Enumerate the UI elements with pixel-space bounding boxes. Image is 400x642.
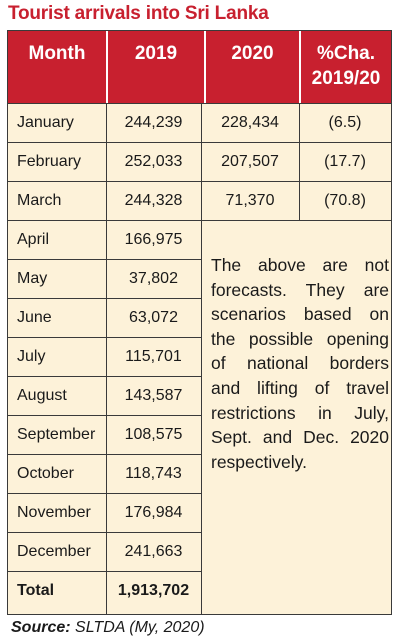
value-2019-cell: 244,239 xyxy=(124,114,183,131)
month-cell: December xyxy=(17,543,91,560)
value-2019-cell: 166,975 xyxy=(124,231,183,248)
value-2019-cell: 115,701 xyxy=(125,348,182,365)
header-2019: 2019 xyxy=(134,43,178,64)
month-cell: May xyxy=(17,270,48,287)
value-2019-cell: 63,072 xyxy=(129,309,178,326)
table-row xyxy=(8,181,391,220)
table-row xyxy=(8,259,201,298)
header-month: Month xyxy=(28,43,86,64)
month-cell: September xyxy=(17,426,96,443)
table-header xyxy=(8,31,391,103)
month-cell: April xyxy=(17,231,50,248)
value-2019-cell: 37,802 xyxy=(129,270,178,287)
table-row xyxy=(8,337,201,376)
month-cell: June xyxy=(17,309,52,326)
arrivals-table xyxy=(7,30,392,615)
table-row xyxy=(8,220,201,259)
value-2019-cell: 118,743 xyxy=(125,465,182,482)
value-2019-cell: 1,913,702 xyxy=(117,582,190,599)
table-row xyxy=(8,298,201,337)
value-2019-cell: 176,984 xyxy=(124,504,183,521)
table-row xyxy=(8,493,201,532)
table-row xyxy=(8,376,201,415)
change-cell: (17.7) xyxy=(324,153,366,170)
change-cell: (70.8) xyxy=(324,192,366,209)
month-cell: Total xyxy=(17,582,55,599)
month-cell: November xyxy=(17,504,91,521)
header-change xyxy=(301,31,391,103)
month-cell: March xyxy=(17,192,62,209)
value-2019-cell: 244,328 xyxy=(124,192,183,209)
month-cell: July xyxy=(17,348,46,365)
table-row xyxy=(8,571,201,610)
value-2020-cell: 228,434 xyxy=(221,114,279,131)
table-row xyxy=(8,103,391,142)
month-cell: January xyxy=(17,114,74,131)
source-text: SLTDA (My, 2020) xyxy=(75,619,205,636)
month-cell: October xyxy=(17,465,74,482)
change-cell: (6.5) xyxy=(328,114,362,131)
grid-line xyxy=(201,220,391,221)
value-2020-cell: 71,370 xyxy=(225,192,275,209)
month-cell: August xyxy=(17,387,67,404)
scenario-note: The above are not forecasts. They are scenarios based on the possible opening of national borders and lifting of travel restrictions in July, Sept. and Dec. 2020 respectively. xyxy=(211,255,389,472)
header-change-line1: %Cha. xyxy=(316,43,376,64)
value-2019-cell: 241,663 xyxy=(124,543,183,560)
table-row xyxy=(8,532,201,571)
table-row xyxy=(8,142,391,181)
table-title: Tourist arrivals into Sri Lanka xyxy=(8,3,269,24)
table-row xyxy=(8,415,201,454)
source-label: Source: xyxy=(11,619,71,636)
value-2019-cell: 143,587 xyxy=(124,387,183,404)
table-row xyxy=(8,454,201,493)
month-cell: February xyxy=(17,153,82,170)
value-2019-cell: 108,575 xyxy=(124,426,183,443)
value-2019-cell: 252,033 xyxy=(124,153,183,170)
source-caption xyxy=(11,619,205,637)
value-2020-cell: 207,507 xyxy=(221,153,279,170)
header-2020: 2020 xyxy=(231,43,274,64)
header-change-line2: 2019/20 xyxy=(311,68,381,89)
